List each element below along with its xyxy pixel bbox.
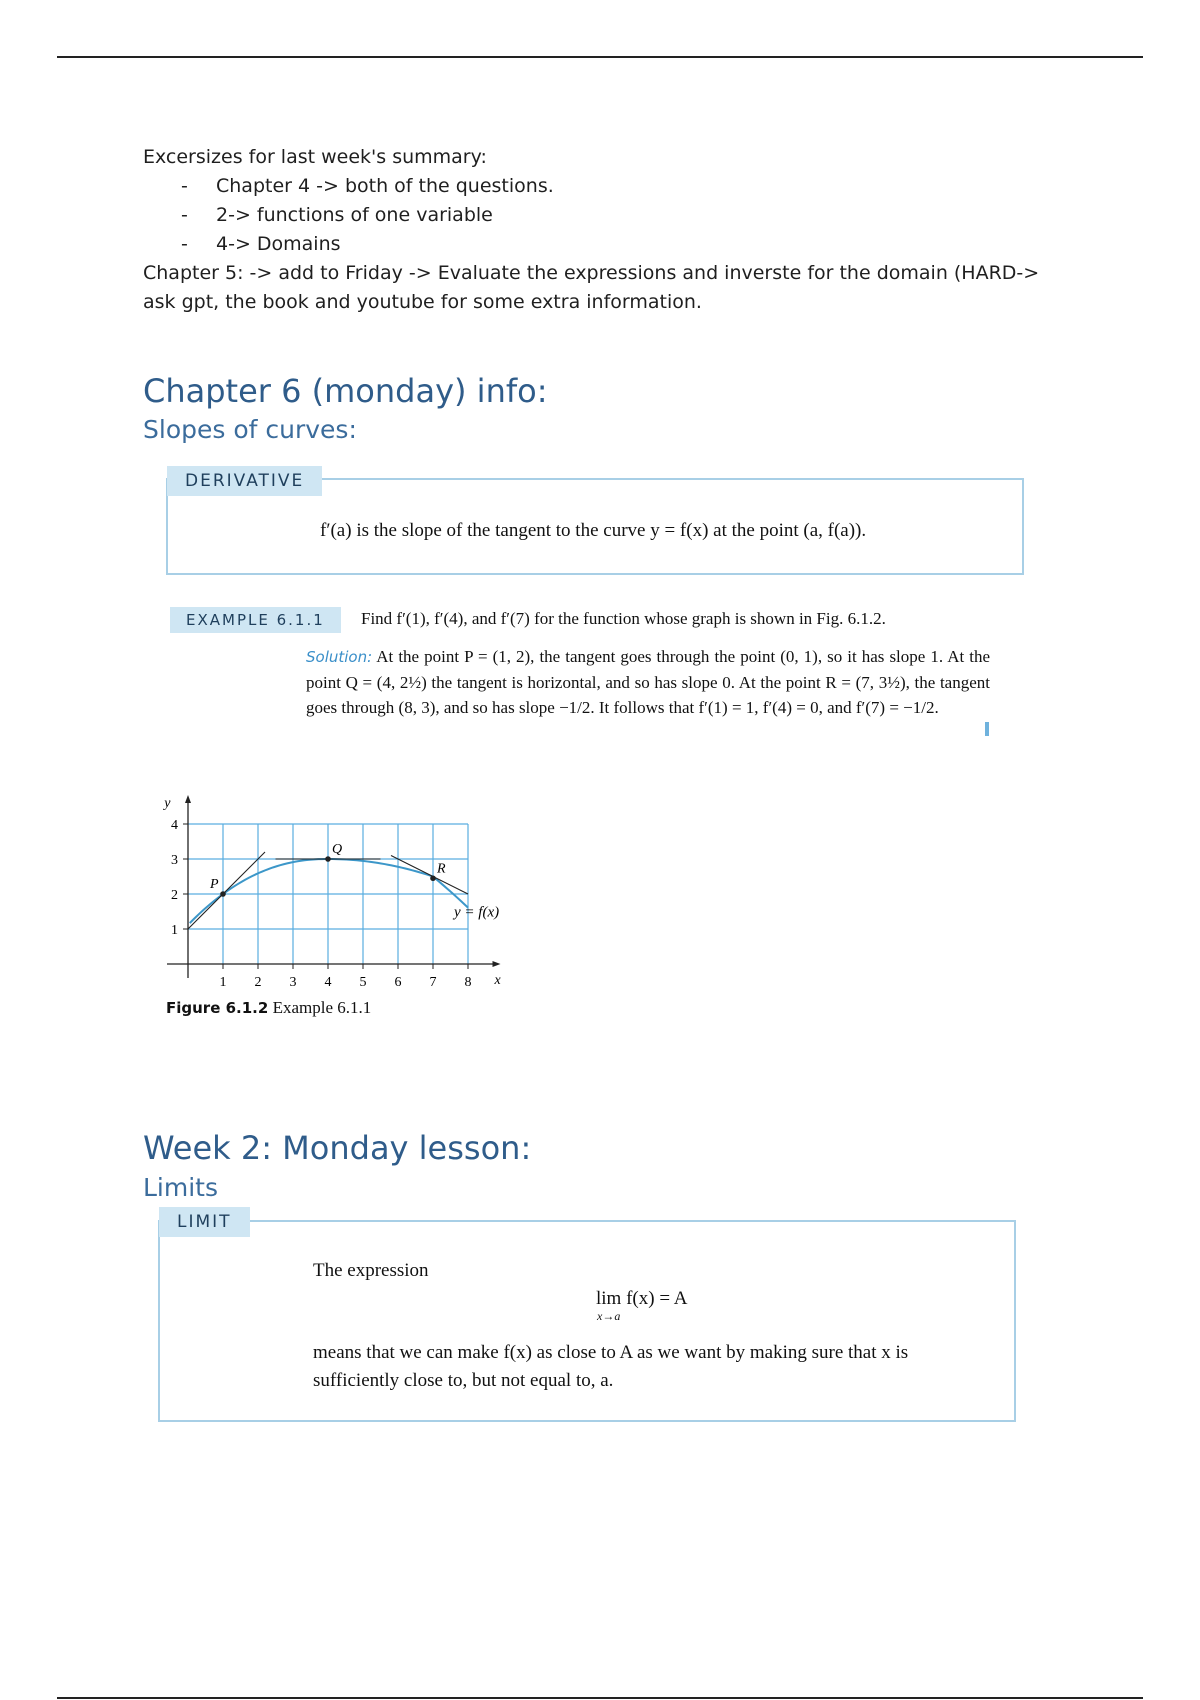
point-label: Q [332,842,343,857]
point-label: R [437,861,446,877]
y-axis-arrowhead [185,795,191,803]
intro-bullet-text: Chapter 4 -> both of the questions. [216,175,554,197]
limit-line1: The expression [313,1260,429,1281]
intro-note: Chapter 5: -> add to Friday -> Evaluate the expressions and inverste for the domain (HARD-> ask gpt, the book and youtube for some extra information. [143,262,1040,313]
section-subtitle: Slopes of curves: [143,415,357,444]
tangent-at-p [188,852,265,929]
tangent-at-r [391,856,468,895]
x-tick-label: 7 [429,975,437,988]
point-marker [220,891,226,897]
graph-grid [188,824,468,964]
dash-marker: - [181,175,188,197]
x-tick-label: 3 [289,975,297,988]
x-tick-label: 4 [324,975,332,988]
y-axis-label: y [164,796,171,811]
limit-formula [596,1288,687,1322]
top-rule [57,56,1143,58]
y-tick-label: 4 [171,818,178,833]
example-tag: EXAMPLE 6.1.1 [170,607,341,633]
intro-notes [143,143,1063,317]
example-task: Find f′(1), f′(4), and f′(7) for the function whose graph is shown in Fig. 6.1.2. [361,609,886,628]
x-tick-label: 5 [359,975,367,988]
y-tick-label: 3 [171,853,178,868]
limit-line2: means that we can make f(x) as close to A as we want by making sure that x is sufficiently close to, but not equal to, a. [313,1342,909,1391]
section-title: Chapter 6 (monday) info: [143,372,548,410]
solution-label: Solution: [306,648,373,666]
curve-label: y = f(x) [454,904,500,921]
x-axis-label: x [494,973,501,988]
figure-caption [166,998,371,1018]
y-tick-label: 2 [171,888,178,903]
point-label: P [210,877,219,892]
intro-bullet-text: 4-> Domains [216,233,341,255]
intro-heading: Excersizes for last week's summary: [143,146,487,168]
section-title: Week 2: Monday lesson: [143,1129,532,1167]
x-axis-arrowhead [493,961,501,967]
figure-caption-number: Figure 6.1.2 [166,999,269,1017]
y-tick-label: 1 [171,923,178,938]
limit-tab: LIMIT [159,1207,250,1237]
figure-caption-text: Example 6.1.1 [272,998,372,1017]
solution-text: At the point P = (1, 2), the tangent goes through the point (0, 1), so it has slope 1. At the point Q = (4, 2½) the tangent is horizontal, and so has slope 0. At the point R = (7, 3½), the tangent goes through (8, 3), and so has slope −1/2. It follows that f′(1) = 1, f′(4) = 0, and f′(7) = −1/2. [306,647,991,717]
x-tick-label: 8 [464,975,472,988]
intro-bullet [143,230,1063,259]
x-tick-label: 6 [394,975,402,988]
example-end-mark [985,722,989,736]
x-tick-label: 1 [219,975,227,988]
derivative-text: f′(a) is the slope of the tangent to the curve y = f(x) at the point (a, f(a)). [320,520,867,541]
bottom-rule [57,1697,1143,1699]
figure-graph [160,788,520,988]
example-solution [306,644,990,720]
limit-lim: lim [596,1288,622,1309]
dash-marker: - [181,233,188,255]
derivative-tab: DERIVATIVE [167,466,322,496]
intro-bullet-text: 2-> functions of one variable [216,204,493,226]
point-marker [325,856,331,862]
point-marker [430,875,436,881]
intro-bullet [143,172,1063,201]
intro-bullet [143,201,1063,230]
limit-expression: f(x) = A [626,1288,688,1309]
function-curve [190,859,468,923]
intro-bullet-list [143,172,1063,259]
x-tick-label: 2 [254,975,262,988]
section-subtitle: Limits [143,1173,218,1202]
dash-marker: - [181,204,188,226]
limit-subscript: x→a [597,1309,621,1323]
